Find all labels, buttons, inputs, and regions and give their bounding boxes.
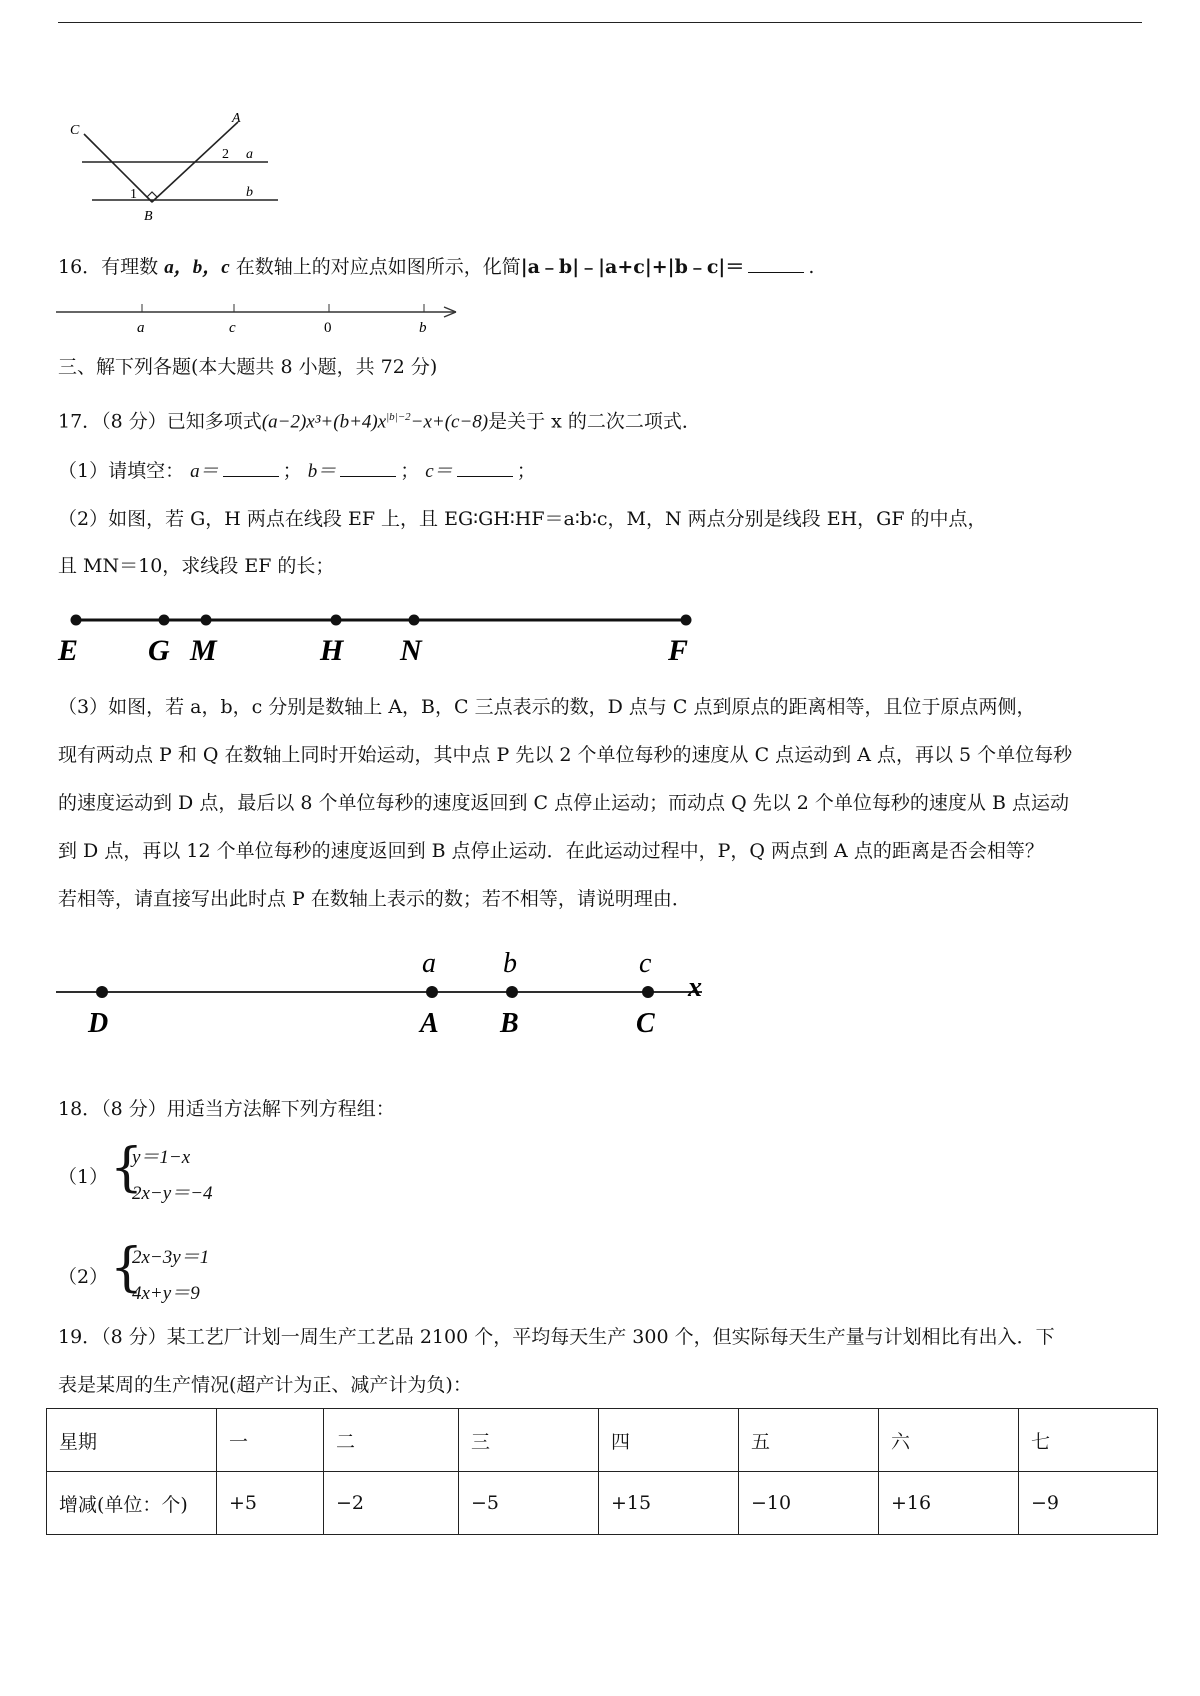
q17-part1: （1）请填空： a＝ ； b＝ ； c＝ ；	[58, 460, 536, 482]
axis-label-D: D	[88, 1008, 109, 1039]
axis-top-c: c	[639, 948, 652, 979]
axis-label-B: B	[500, 1008, 519, 1039]
seg-label-H: H	[320, 634, 344, 667]
segment-ef-figure	[56, 604, 696, 670]
seg-label-N: N	[400, 634, 422, 667]
production-table	[46, 1408, 1158, 1535]
q17-number-line	[56, 940, 716, 1040]
q16-expression: |a﹣b|﹣|a+c|+|b﹣c|＝	[520, 256, 745, 278]
axis-label-C: C	[636, 1008, 655, 1039]
question-16	[58, 254, 814, 281]
table-header-cell: 六	[879, 1409, 1019, 1472]
q17-blank-c	[457, 458, 513, 477]
table-cell: −9	[1019, 1472, 1158, 1535]
header-rule	[58, 22, 1142, 23]
q17-poly-tail: −x+(c−8)	[410, 411, 489, 433]
table-header-cell: 三	[459, 1409, 599, 1472]
seg-label-G: G	[148, 634, 170, 667]
table-cell: −2	[324, 1472, 459, 1535]
q16-axis-label-b: b	[419, 320, 427, 336]
q17-blank-a	[223, 458, 279, 477]
q17-blank-b	[340, 458, 396, 477]
q18-s1-brace: {	[110, 1138, 144, 1198]
table-header-cell: 四	[599, 1409, 739, 1472]
fig-label-angle1: 1	[130, 187, 137, 202]
q18-s2-label: （2）	[58, 1266, 109, 1288]
q17-poly: (a−2)x³+(b+4)x	[261, 411, 387, 433]
fig-label-a: a	[246, 147, 253, 162]
axis-top-a: a	[422, 948, 436, 979]
fig-label-B: B	[144, 209, 153, 224]
q17-head: 17．（8 分）已知多项式	[58, 410, 262, 433]
q17-part3-line1: （3）如图，若 a，b，c 分别是数轴上 A，B，C 三点表示的数，D 点与 C 点到原点的距离相等，且位于原点两侧，	[58, 696, 1036, 718]
table-header-cell: 五	[739, 1409, 879, 1472]
q16-axis-label-c: c	[229, 320, 236, 336]
table-header-cell: 七	[1019, 1409, 1158, 1472]
section-3-heading: 三、解下列各题(本大题共 8 小题，共 72 分)	[58, 356, 438, 378]
q16-answer-blank	[748, 254, 804, 273]
parallel-lines-figure	[60, 108, 300, 238]
axis-label-A: A	[420, 1008, 439, 1039]
question-18-head: 18．（8 分）用适当方法解下列方程组：	[58, 1098, 395, 1120]
question-19-line1: 19．（8 分）某工艺厂计划一周生产工艺品 2100 个，平均每天生产 300 个，但实际每天生产量与计划相比有出入．下	[58, 1326, 1055, 1348]
q17-exponent: |b|−2	[386, 411, 411, 423]
table-header-cell: 星期	[47, 1409, 217, 1472]
q18-s1-eq1: y＝1−x	[132, 1147, 191, 1168]
q17-tail: 是关于 x 的二次二项式．	[488, 410, 701, 433]
table-row	[47, 1409, 1158, 1472]
q17-part2-line2: 且 MN＝10，求线段 EF 的长；	[58, 555, 335, 577]
table-cell: 增减(单位：个)	[47, 1472, 217, 1535]
fig-label-C: C	[70, 123, 80, 138]
q16-text: 16．有理数	[58, 256, 165, 278]
q16-number-line	[56, 298, 476, 338]
table-header-cell: 一	[217, 1409, 324, 1472]
axis-top-b: b	[503, 948, 517, 979]
table-header-cell: 二	[324, 1409, 459, 1472]
question-17-head	[58, 404, 701, 435]
q18-system-1	[58, 1138, 458, 1208]
fig-label-angle2: 2	[222, 147, 229, 162]
q16-vars: a，b，c	[164, 257, 230, 278]
q17-part3-line4: 到 D 点，再以 12 个单位每秒的速度返回到 B 点停止运动．在此运动过程中，P，Q 两点到 A 点的距离是否会相等？	[58, 840, 1044, 862]
q17-p1-a: a＝	[190, 461, 219, 482]
seg-label-F: F	[668, 634, 689, 667]
seg-label-E: E	[58, 634, 79, 667]
q16-text-mid: 在数轴上的对应点如图所示，化简	[229, 256, 521, 278]
q18-s2-brace: {	[110, 1238, 144, 1298]
q17-p1-c: c＝	[425, 461, 453, 482]
q17-p1-b: b＝	[307, 461, 337, 482]
table-cell: −5	[459, 1472, 599, 1535]
q16-axis-label-0: 0	[324, 320, 332, 336]
q18-system-2	[58, 1238, 458, 1308]
q18-s2-eq2: 4x+y＝9	[132, 1283, 200, 1304]
table-cell: +16	[879, 1472, 1019, 1535]
q17-part3-line3: 的速度运动到 D 点，最后以 8 个单位每秒的速度返回到 C 点停止运动；而动点 Q 先以 2 个单位每秒的速度从 B 点运动	[58, 792, 1069, 814]
table-cell: +5	[217, 1472, 324, 1535]
q18-s1-eq2: 2x−y＝−4	[132, 1183, 213, 1204]
table-cell: −10	[739, 1472, 879, 1535]
question-19-line2: 表是某周的生产情况(超产计为正、减产计为负)：	[58, 1374, 472, 1396]
seg-label-M: M	[190, 634, 217, 667]
q17-part3-line2: 现有两动点 P 和 Q 在数轴上同时开始运动，其中点 P 先以 2 个单位每秒的速度从 C 点运动到 A 点，再以 5 个单位每秒	[58, 744, 1073, 766]
table-row	[47, 1472, 1158, 1535]
q16-axis-label-a: a	[137, 320, 145, 336]
table-cell: +15	[599, 1472, 739, 1535]
q18-s1-label: （1）	[58, 1166, 109, 1188]
q17-part2-line1: （2）如图，若 G，H 两点在线段 EF 上，且 EG∶GH∶HF＝a∶b∶c，M，N 两点分别是线段 EH，GF 的中点，	[58, 508, 987, 530]
q17-p1-label: （1）请填空：	[58, 460, 185, 482]
q16-end: .	[808, 256, 815, 278]
fig-label-b: b	[246, 185, 253, 200]
axis-arrow-x: x	[688, 972, 702, 1003]
fig-label-A: A	[232, 111, 241, 126]
q17-part3-line5: 若相等，请直接写出此时点 P 在数轴上表示的数；若不相等，请说明理由．	[58, 888, 691, 910]
q18-s2-eq1: 2x−3y＝1	[132, 1247, 210, 1268]
